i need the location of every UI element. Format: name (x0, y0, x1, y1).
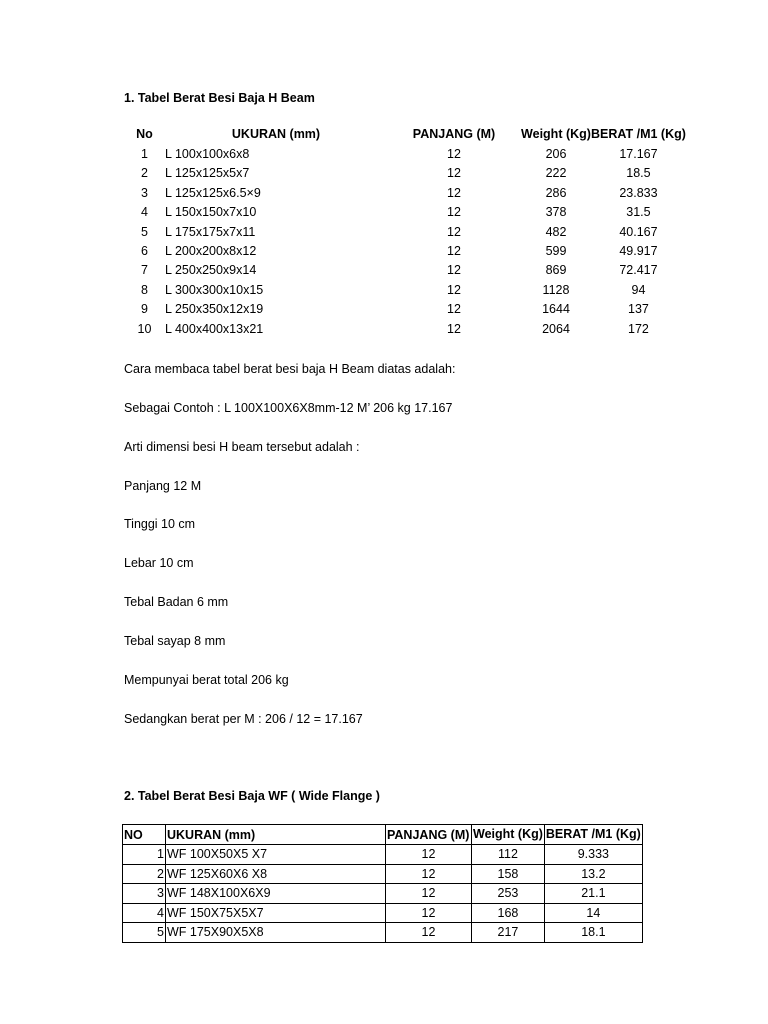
cell-weight: 286 (545, 185, 567, 200)
dimension-tebal-badan: Tebal Badan 6 mm (124, 595, 229, 609)
cell-panjang: 12 (447, 224, 461, 239)
cell-ukuran: L 300x300x10x15 (165, 282, 264, 297)
cell-no: 5 (141, 224, 148, 239)
cell-berat: 17.167 (619, 147, 658, 161)
cell-panjang: 12 (386, 864, 472, 884)
header-no: NO (123, 825, 166, 845)
cell-no: 9 (141, 302, 148, 317)
cell-berat: 18.5 (626, 166, 651, 181)
header-berat: BERAT /M1 (Kg) (544, 825, 642, 845)
table-row (124, 320, 686, 339)
table-row (124, 164, 686, 183)
cell-ukuran: L 175x175x7x11 (165, 224, 256, 239)
cell-berat: 137 (628, 302, 649, 317)
dimension-tebal-sayap: Tebal sayap 8 mm (124, 634, 226, 648)
cell-weight: 1644 (542, 302, 570, 317)
cell-panjang: 12 (447, 185, 461, 200)
cell-no: 5 (123, 923, 166, 943)
cell-berat: 23.833 (619, 185, 658, 200)
table-row (124, 184, 686, 203)
cell-no: 4 (141, 205, 148, 220)
table-row (124, 281, 686, 300)
cell-weight: 2064 (542, 321, 570, 336)
cell-ukuran: L 250x350x12x19 (165, 302, 264, 317)
table-header-row (123, 825, 643, 845)
h-beam-table (124, 125, 686, 339)
cell-berat: 49.917 (619, 244, 658, 259)
table-row (124, 145, 686, 164)
cell-no: 10 (137, 321, 152, 336)
table-row (123, 923, 643, 943)
cell-berat: 172 (628, 321, 649, 336)
dimension-tinggi: Tinggi 10 cm (124, 517, 196, 531)
cell-no: 1 (141, 147, 148, 161)
table-row (124, 261, 686, 280)
cell-panjang: 12 (386, 845, 472, 865)
cell-no: 2 (141, 166, 148, 181)
cell-no: 6 (141, 244, 148, 259)
cell-no: 8 (141, 282, 148, 297)
cell-berat: 14 (544, 903, 642, 923)
cell-weight: 168 (472, 903, 545, 923)
cell-berat: 94 (631, 282, 646, 297)
cell-weight: 482 (545, 224, 567, 239)
cell-weight: 253 (472, 884, 545, 904)
cell-ukuran: L 100x100x6x8 (165, 147, 250, 161)
cell-weight: 206 (545, 147, 567, 161)
cell-panjang: 12 (447, 302, 461, 317)
table-row (124, 242, 686, 261)
cell-panjang: 12 (447, 263, 461, 278)
cell-no: 2 (123, 864, 166, 884)
header-panjang: PANJANG (M) (386, 825, 472, 845)
cell-panjang: 12 (386, 884, 472, 904)
weight-per-meter: Sedangkan berat per M : 206 / 12 = 17.167 (124, 712, 363, 726)
cell-weight: 599 (545, 244, 567, 259)
table-row (124, 300, 686, 319)
cell-no: 7 (141, 263, 148, 278)
total-weight: Mempunyai berat total 206 kg (124, 673, 289, 687)
cell-weight: 1128 (542, 282, 570, 297)
table-row (123, 845, 643, 865)
table-row (123, 884, 643, 904)
cell-berat: 31.5 (626, 205, 651, 220)
cell-weight: 217 (472, 923, 545, 943)
cell-berat: 40.167 (619, 224, 658, 239)
cell-weight: 869 (545, 263, 567, 278)
cell-panjang: 12 (386, 923, 472, 943)
cell-ukuran: WF 175X90X5X8 (166, 923, 386, 943)
cell-berat: 13.2 (544, 864, 642, 884)
cell-weight: 222 (545, 166, 567, 181)
cell-weight: 112 (472, 845, 545, 865)
cell-panjang: 12 (386, 903, 472, 923)
cell-ukuran: WF 125X60X6 X8 (166, 864, 386, 884)
cell-panjang: 12 (447, 205, 461, 220)
cell-no: 3 (123, 884, 166, 904)
cell-ukuran: WF 148X100X6X9 (166, 884, 386, 904)
cell-weight: 378 (545, 205, 567, 220)
cell-berat: 21.1 (544, 884, 642, 904)
cell-ukuran: L 150x150x7x10 (165, 205, 257, 220)
cell-weight: 158 (472, 864, 545, 884)
table-row (123, 864, 643, 884)
header-panjang: PANJANG (M) (412, 127, 496, 142)
table-row (124, 223, 686, 242)
wf-table (122, 824, 643, 943)
cell-ukuran: L 400x400x13x21 (165, 321, 264, 336)
cell-panjang: 12 (447, 282, 461, 297)
cell-berat: 72.417 (619, 263, 658, 278)
section2-title: 2. Tabel Berat Besi Baja WF ( Wide Flange ) (124, 789, 380, 803)
header-berat: BERAT /M1 (Kg) (591, 127, 686, 141)
cell-ukuran: L 200x200x8x12 (165, 244, 257, 259)
table-row (124, 203, 686, 222)
table-row (123, 903, 643, 923)
dimension-panjang: Panjang 12 M (124, 479, 202, 493)
header-weight: Weight (Kg) (521, 127, 591, 141)
cell-no: 3 (141, 185, 148, 200)
header-no: No (136, 127, 153, 142)
cell-berat: 18.1 (544, 923, 642, 943)
cell-ukuran: WF 100X50X5 X7 (166, 845, 386, 865)
header-ukuran: UKURAN (mm) (231, 127, 321, 142)
cell-ukuran: L 125x125x5x7 (165, 166, 250, 181)
cell-no: 1 (123, 845, 166, 865)
cell-panjang: 12 (447, 166, 461, 181)
cell-panjang: 12 (447, 321, 461, 336)
header-weight: Weight (Kg) (472, 825, 545, 845)
cell-ukuran: L 125x125x6.5×9 (165, 185, 261, 200)
cell-no: 4 (123, 903, 166, 923)
cell-ukuran: WF 150X75X5X7 (166, 903, 386, 923)
section1-title: 1. Tabel Berat Besi Baja H Beam (124, 91, 315, 105)
cell-ukuran: L 250x250x9x14 (165, 263, 257, 278)
cell-panjang: 12 (447, 244, 461, 259)
dimension-lebar: Lebar 10 cm (124, 556, 194, 570)
table-header-row (124, 125, 686, 145)
explanation-intro: Cara membaca tabel berat besi baja H Beam diatas adalah: (124, 362, 456, 376)
explanation-meaning: Arti dimensi besi H beam tersebut adalah : (124, 440, 360, 454)
cell-panjang: 12 (447, 147, 461, 161)
cell-berat: 9.333 (544, 845, 642, 865)
explanation-example: Sebagai Contoh : L 100X100X6X8mm-12 M’ 206 kg 17.167 (124, 401, 453, 415)
header-ukuran: UKURAN (mm) (166, 825, 386, 845)
